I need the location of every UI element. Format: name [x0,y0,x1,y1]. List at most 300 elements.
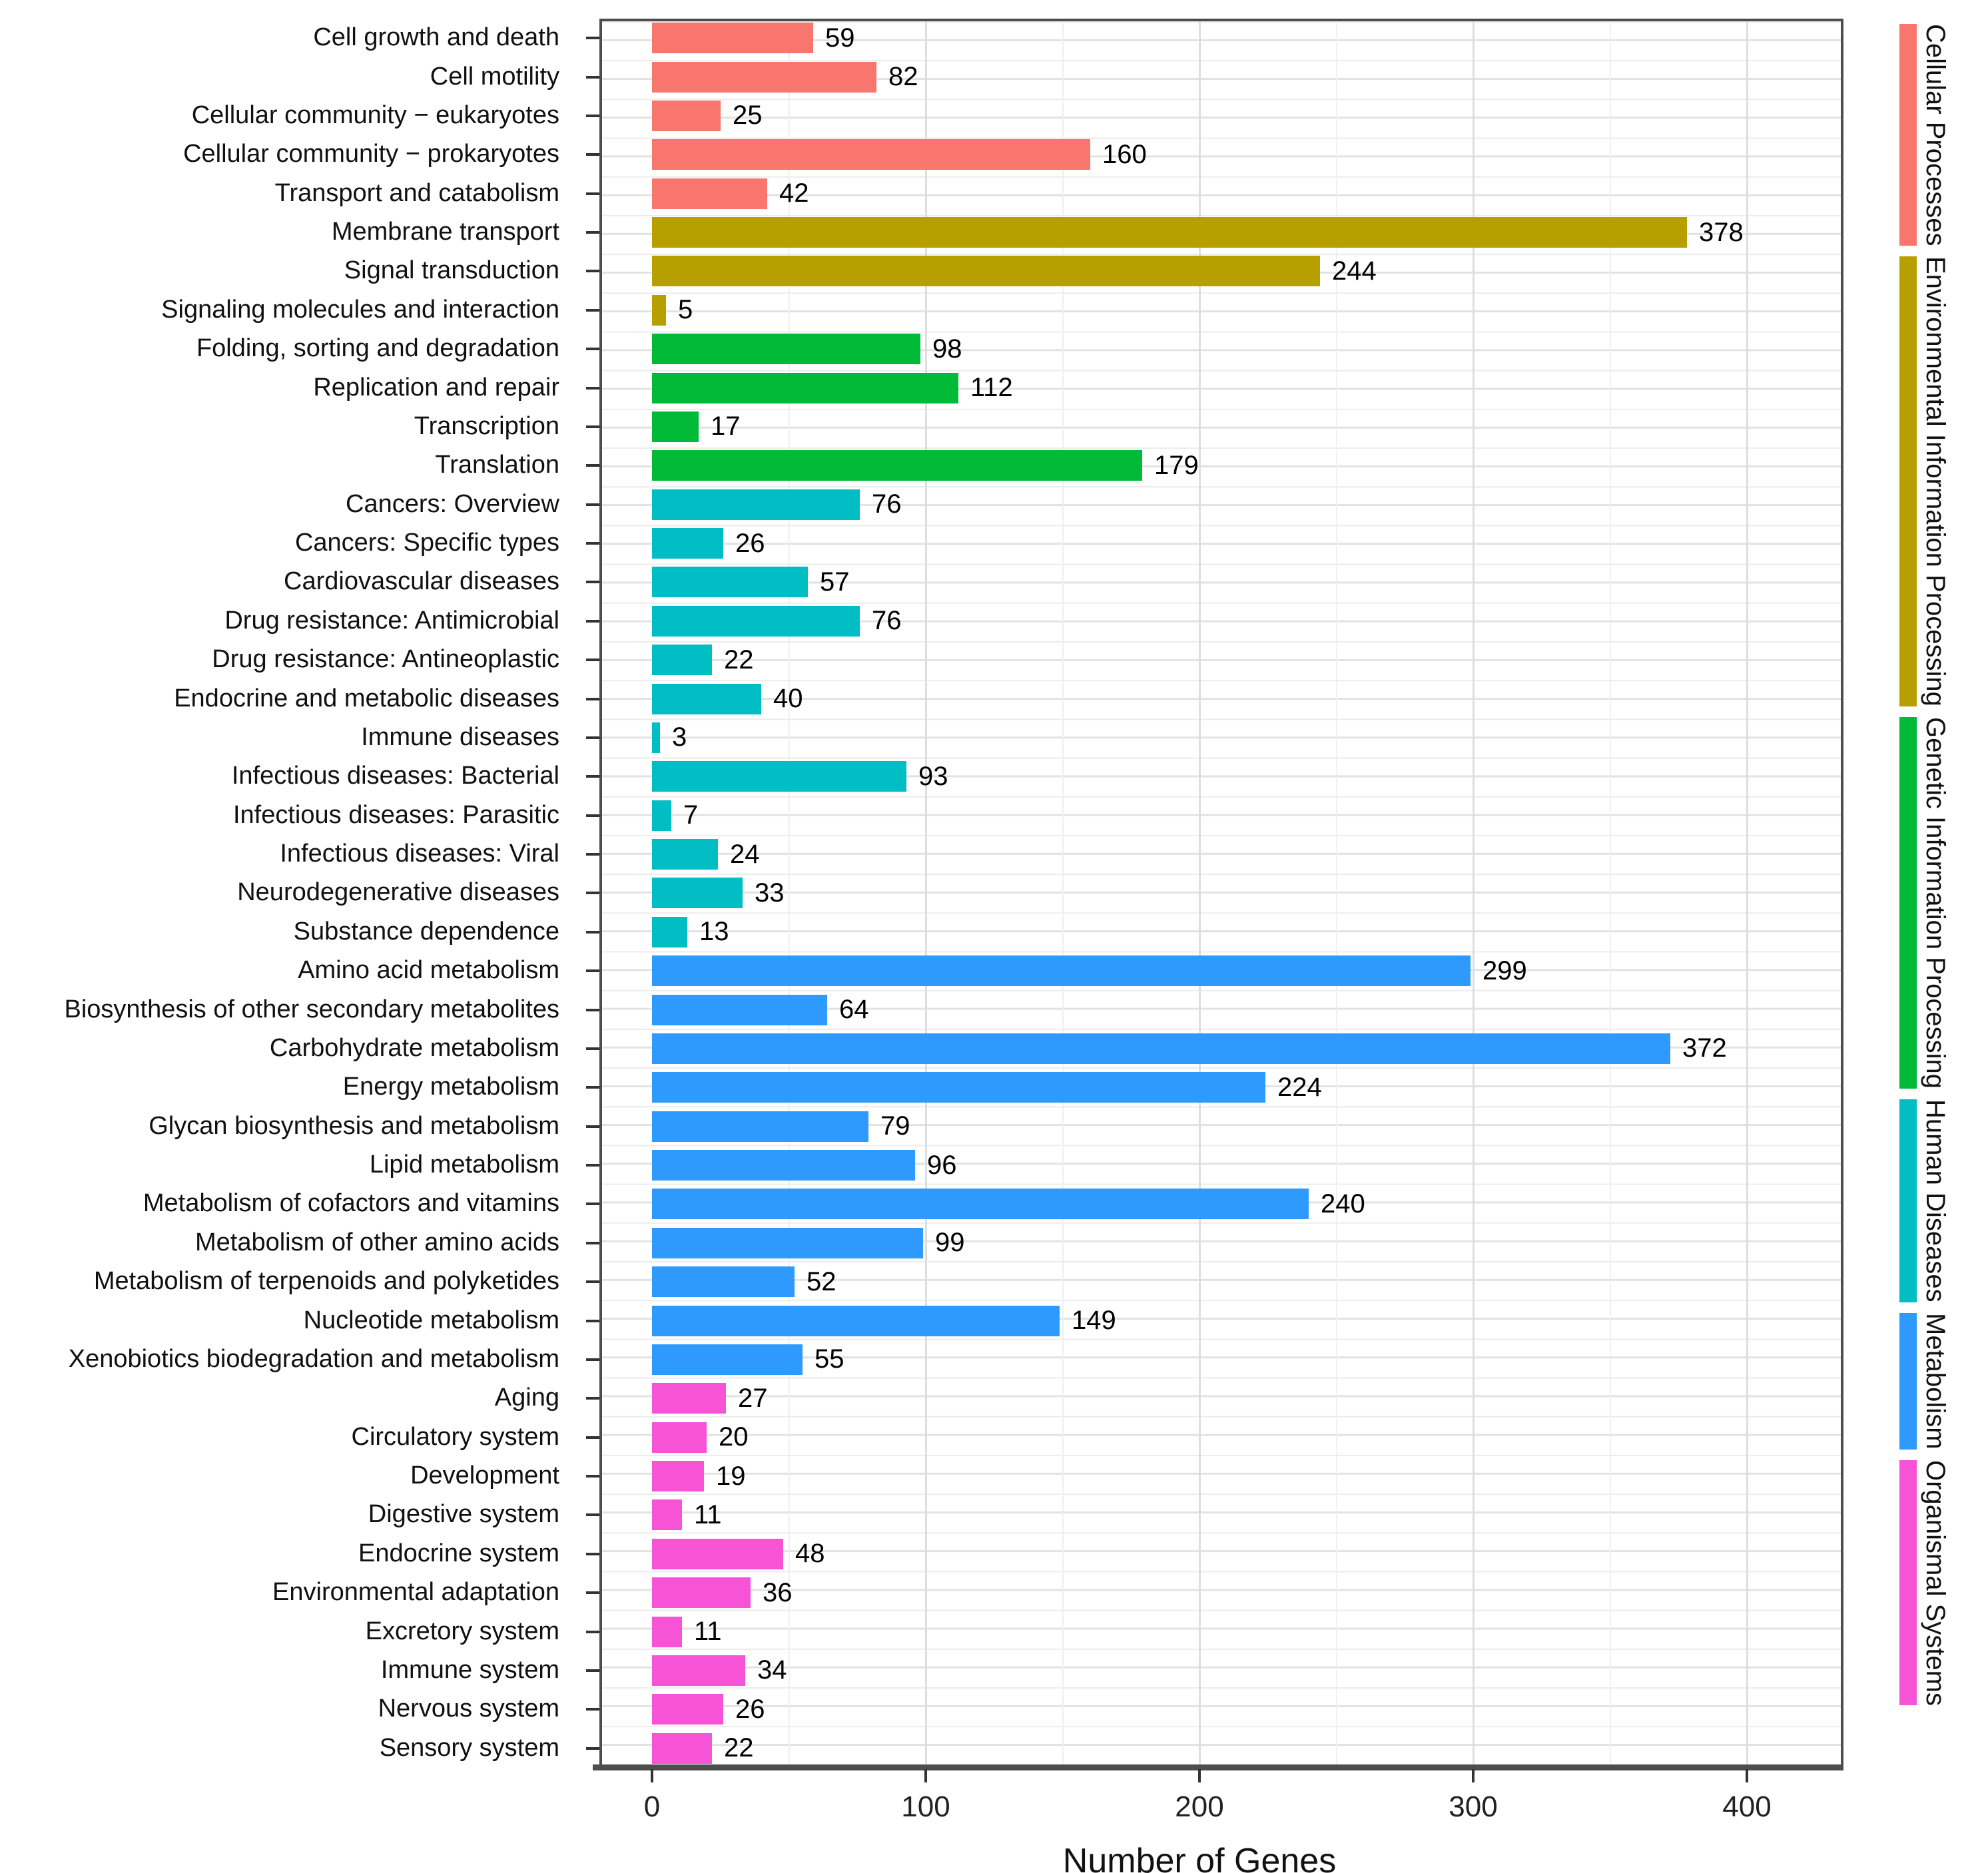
bar-zone [599,1573,1843,1612]
bar-value-label: 20 [719,1422,749,1452]
bar-development [652,1461,704,1491]
bar-zone [599,679,1843,718]
bar-zone [599,213,1843,252]
y-tick-mark [586,1553,599,1555]
x-tick-mark-0 [651,1769,653,1782]
bar-signal-transduction [652,256,1320,286]
bar-metabolism-of-other-amino-acids [652,1228,923,1258]
category-label: Environmental adaptation [272,1578,559,1607]
bar-zone [599,97,1843,135]
y-tick-zone [559,387,599,390]
x-tick-mark-200 [1198,1769,1201,1782]
bar-cellular-community-eukaryotes [652,101,721,131]
bar-value-label: 64 [839,995,869,1025]
bar-value-label: 26 [735,528,765,558]
bar-zone [599,913,1843,951]
bar-zone [599,446,1843,485]
legend-item-metabolism [1899,1313,1949,1450]
bar-zone [599,19,1843,57]
table-row [0,874,1843,912]
bar-zone [599,1068,1843,1107]
category-label: Endocrine and metabolic diseases [174,684,559,712]
category-label: Aging [494,1384,559,1412]
y-tick-zone [559,969,599,972]
category-label: Infectious diseases: Bacterial [231,762,559,790]
table-row [0,1690,1843,1729]
table-row [0,1535,1843,1573]
bar-value-label: 34 [757,1655,787,1685]
category-label: Cellular community − eukaryotes [191,101,559,129]
category-label: Nucleotide metabolism [303,1306,559,1334]
table-row [0,57,1843,96]
table-row [0,524,1843,563]
bar-value-label: 149 [1072,1306,1116,1336]
table-row [0,1224,1843,1262]
y-tick-zone [559,1086,599,1089]
bar-zone [599,368,1843,407]
table-row [0,1262,1843,1301]
legend-label: Environmental Information Processing [1921,256,1950,707]
legend-item-human-diseases [1899,1099,1949,1302]
table-row [0,291,1843,330]
category-label: Sensory system [379,1733,559,1762]
legend-color-swatch [1899,1313,1917,1450]
bar-value-label: 27 [738,1383,768,1413]
y-tick-zone [559,1475,599,1477]
bar-zone [599,1379,1843,1418]
bar-value-label: 82 [888,62,918,92]
y-tick-zone [559,192,599,195]
y-tick-zone [559,1747,599,1750]
y-tick-mark [586,659,599,661]
bar-drug-resistance-antineoplastic [652,645,712,675]
bar-value-label: 112 [970,373,1013,403]
bar-cardiovascular-diseases [652,567,808,597]
table-row [0,1379,1843,1418]
bar-zone [599,796,1843,835]
bar-value-label: 24 [730,839,760,869]
bar-value-label: 244 [1332,256,1377,286]
bar-zone [599,485,1843,524]
bar-zone [599,757,1843,796]
y-tick-zone [559,1203,599,1205]
y-tick-mark [586,1358,599,1361]
y-tick-zone [559,814,599,817]
table-row [0,1729,1843,1768]
category-label: Glycan biosynthesis and metabolism [149,1111,559,1140]
y-tick-zone [559,1669,599,1672]
bar-cancers-specific-types [652,528,723,559]
table-row [0,602,1843,641]
y-tick-mark [586,425,599,428]
table-row [0,913,1843,951]
table-row [0,1457,1843,1495]
bar-value-label: 3 [672,722,687,752]
y-tick-mark [586,1086,599,1089]
legend-color-swatch [1899,256,1917,706]
y-tick-mark [586,698,599,700]
y-tick-mark [586,464,599,467]
y-tick-zone [559,1125,599,1128]
bar-translation [652,450,1142,481]
table-row [0,1612,1843,1651]
category-label: Energy metabolism [342,1073,559,1101]
y-tick-zone [559,76,599,79]
bar-value-label: 42 [779,178,809,208]
category-label: Transport and catabolism [274,178,559,207]
y-tick-zone [559,853,599,856]
table-row [0,1146,1843,1185]
table-row [0,990,1843,1029]
bar-zone [599,1457,1843,1495]
y-tick-zone [559,270,599,272]
bar-zone [599,1029,1843,1068]
bar-value-label: 11 [694,1617,722,1647]
table-row [0,407,1843,446]
y-tick-mark [586,1436,599,1439]
y-tick-mark [586,1009,599,1011]
bar-metabolism-of-terpenoids-and-polyketides [652,1266,795,1297]
legend-color-swatch [1899,1460,1917,1706]
bar-value-label: 25 [733,101,763,131]
y-tick-zone [559,1631,599,1633]
bar-biosynthesis-of-other-secondary-metabolites [652,995,827,1025]
table-row [0,835,1843,874]
bar-zone [599,252,1843,290]
x-tick-mark-100 [924,1769,927,1782]
category-label: Folding, sorting and degradation [196,334,559,363]
bar-value-label: 79 [880,1111,910,1141]
category-label: Immune diseases [361,722,559,751]
y-tick-mark [586,969,599,972]
bar-endocrine-system [652,1539,783,1569]
bar-value-label: 36 [763,1577,793,1607]
y-tick-zone [559,1436,599,1439]
bar-value-label: 372 [1682,1033,1727,1063]
legend-label: Metabolism [1921,1312,1950,1450]
y-tick-zone [559,581,599,583]
table-row [0,563,1843,601]
bar-carbohydrate-metabolism [652,1033,1670,1064]
y-tick-zone [559,1591,599,1594]
category-label: Replication and repair [313,373,559,401]
bar-zone [599,407,1843,446]
bar-nervous-system [652,1694,723,1725]
bar-zone [599,563,1843,601]
bar-zone [599,524,1843,563]
y-tick-mark [586,387,599,390]
table-row [0,641,1843,679]
group-legend [1899,24,1949,1705]
y-tick-zone [559,348,599,350]
category-label: Cell growth and death [313,23,559,52]
x-axis-title: Number of Genes [1062,1842,1337,1873]
category-label: Membrane transport [331,218,559,246]
y-tick-mark [586,270,599,272]
category-label: Lipid metabolism [369,1151,559,1179]
legend-item-cellular-processes [1899,24,1949,246]
bar-zone [599,602,1843,641]
bar-xenobiotics-biodegradation-and-metabolism [652,1344,803,1375]
table-row [0,19,1843,57]
category-label: Infectious diseases: Viral [280,840,559,868]
bar-infectious-diseases-viral [652,839,718,870]
category-label: Nervous system [378,1695,559,1723]
y-tick-mark [586,1475,599,1477]
table-row [0,485,1843,524]
x-tick-mark-300 [1472,1769,1475,1782]
bar-immune-diseases [652,722,660,753]
category-label: Transcription [414,411,559,440]
y-tick-zone [559,309,599,312]
table-row [0,213,1843,252]
legend-label: Cellular Processes [1921,24,1950,246]
category-label: Endocrine system [358,1539,559,1567]
table-row [0,135,1843,174]
bar-value-label: 33 [755,878,785,908]
x-tick-label-0: 0 [643,1790,661,1823]
y-tick-mark [586,1203,599,1205]
category-label: Substance dependence [293,917,559,945]
bar-zone [599,1340,1843,1379]
y-tick-zone [559,1553,599,1555]
bar-value-label: 378 [1699,217,1744,247]
bar-zone [599,1690,1843,1729]
y-tick-zone [559,659,599,661]
category-label: Development [410,1462,559,1490]
bar-value-label: 299 [1483,955,1527,985]
bar-transcription [652,411,699,442]
bar-zone [599,1495,1843,1534]
bar-lipid-metabolism [652,1150,915,1181]
y-tick-mark [586,1747,599,1750]
bar-zone [599,1146,1843,1185]
bar-zone [599,835,1843,874]
category-label: Metabolism of terpenoids and polyketides [93,1267,559,1296]
category-label: Cardiovascular diseases [284,567,559,596]
y-tick-mark [586,1631,599,1633]
bar-value-label: 13 [699,917,729,947]
bar-metabolism-of-cofactors-and-vitamins [652,1189,1309,1219]
y-tick-mark [586,1164,599,1167]
table-row [0,951,1843,990]
bar-zone [599,1224,1843,1262]
y-tick-mark [586,503,599,506]
bar-value-label: 98 [932,334,962,364]
table-row [0,1340,1843,1379]
bar-signaling-molecules-and-interaction [652,295,666,326]
y-tick-mark [586,76,599,79]
y-tick-zone [559,115,599,117]
y-tick-mark [586,1513,599,1516]
bar-value-label: 52 [807,1266,836,1296]
bar-value-label: 17 [711,411,741,441]
bar-zone [599,1185,1843,1223]
table-row [0,1107,1843,1146]
y-tick-zone [559,153,599,156]
y-tick-zone [559,892,599,894]
y-tick-mark [586,1397,599,1400]
table-row [0,174,1843,213]
bar-amino-acid-metabolism [652,955,1471,986]
y-tick-zone [559,775,599,778]
bar-infectious-diseases-parasitic [652,800,671,831]
bar-value-label: 19 [716,1461,746,1491]
y-tick-mark [586,814,599,817]
bar-zone [599,1535,1843,1573]
y-tick-zone [559,736,599,739]
y-tick-zone [559,503,599,506]
bar-glycan-biosynthesis-and-metabolism [652,1111,868,1142]
category-label: Neurodegenerative diseases [237,878,559,907]
table-row [0,97,1843,135]
legend-label: Genetic Information Processing [1921,717,1950,1089]
bar-zone [599,1301,1843,1340]
y-tick-zone [559,1009,599,1011]
table-row [0,252,1843,290]
y-tick-mark [586,581,599,583]
bar-zone [599,641,1843,679]
legend-item-environmental-information-processing [1899,256,1949,706]
x-tick-mark-400 [1746,1769,1748,1782]
y-tick-mark [586,775,599,778]
legend-color-swatch [1899,24,1917,246]
y-tick-zone [559,231,599,234]
bar-zone [599,1612,1843,1651]
bar-value-label: 11 [694,1499,722,1529]
table-row [0,1185,1843,1223]
category-label: Amino acid metabolism [298,956,559,985]
y-tick-mark [586,1708,599,1711]
bar-zone [599,718,1843,757]
category-label: Signal transduction [344,256,559,285]
bar-neurodegenerative-diseases [652,878,743,908]
category-label: Cancers: Specific types [294,529,559,557]
bar-value-label: 240 [1321,1189,1365,1218]
table-row [0,1495,1843,1534]
category-label: Cancers: Overview [346,489,559,518]
table-row [0,446,1843,485]
y-tick-mark [586,892,599,894]
category-label: Cell motility [430,62,559,91]
y-tick-zone [559,1242,599,1244]
x-tick-label-200: 200 [1175,1790,1224,1823]
y-tick-mark [586,153,599,156]
x-tick-label-300: 300 [1449,1790,1498,1823]
bar-excretory-system [652,1617,682,1647]
table-row [0,1301,1843,1340]
table-row [0,679,1843,718]
bar-value-label: 179 [1154,450,1199,480]
category-label: Excretory system [365,1617,559,1645]
bar-zone [599,1729,1843,1768]
bar-transport-and-catabolism [652,178,767,209]
y-tick-zone [559,1280,599,1283]
legend-color-swatch [1899,717,1917,1089]
bar-zone [599,990,1843,1029]
bar-zone [599,330,1843,368]
category-label: Signaling molecules and interaction [161,295,559,324]
category-label: Translation [435,451,559,479]
table-row [0,1029,1843,1068]
y-tick-mark [586,37,599,39]
legend-color-swatch [1899,1099,1917,1302]
bar-zone [599,1651,1843,1690]
y-tick-mark [586,348,599,350]
bar-zone [599,135,1843,174]
y-tick-mark [586,1669,599,1672]
bar-zone [599,1418,1843,1457]
y-tick-mark [586,115,599,117]
bar-zone [599,1262,1843,1301]
bar-value-label: 26 [735,1694,765,1724]
table-row [0,1651,1843,1690]
table-row [0,718,1843,757]
y-tick-mark [586,1047,599,1050]
bar-cell-motility [652,62,876,93]
y-tick-zone [559,1164,599,1167]
y-tick-mark [586,736,599,739]
bar-zone [599,291,1843,330]
bar-value-label: 93 [918,761,948,791]
y-tick-zone [559,698,599,700]
y-tick-zone [559,1397,599,1400]
bar-drug-resistance-antimicrobial [652,606,860,637]
bar-value-label: 96 [927,1150,957,1180]
bar-zone [599,1107,1843,1146]
bar-membrane-transport [652,217,1687,248]
bar-value-label: 22 [724,1733,754,1763]
y-tick-zone [559,1047,599,1050]
y-tick-mark [586,1125,599,1128]
bar-value-label: 160 [1102,139,1147,169]
y-tick-zone [559,1358,599,1361]
category-label: Metabolism of cofactors and vitamins [143,1189,559,1218]
bar-energy-metabolism [652,1072,1265,1103]
bar-value-label: 7 [683,800,699,830]
x-axis-line [593,1764,1843,1770]
bar-zone [599,874,1843,912]
y-tick-mark [586,1242,599,1244]
bar-infectious-diseases-bacterial [652,761,906,792]
y-tick-zone [559,620,599,623]
y-tick-mark [586,231,599,234]
category-label: Cellular community − prokaryotes [183,140,559,168]
y-tick-zone [559,37,599,39]
table-row [0,1573,1843,1612]
y-tick-mark [586,309,599,312]
y-tick-mark [586,542,599,545]
bar-circulatory-system [652,1422,707,1453]
bar-sensory-system [652,1733,712,1764]
table-row [0,1068,1843,1107]
bar-value-label: 59 [825,23,855,53]
legend-item-organismal-systems [1899,1460,1949,1706]
bar-replication-and-repair [652,373,958,403]
bar-cellular-community-prokaryotes [652,139,1090,170]
bar-endocrine-and-metabolic-diseases [652,684,761,714]
category-label: Drug resistance: Antimicrobial [224,606,559,635]
y-tick-zone [559,931,599,934]
legend-item-genetic-information-processing [1899,717,1949,1089]
x-tick-label-400: 400 [1722,1790,1772,1823]
bar-value-label: 99 [935,1228,965,1258]
bar-value-label: 22 [724,645,754,674]
bar-value-label: 48 [795,1539,825,1569]
bar-value-label: 5 [678,295,693,325]
bar-value-label: 57 [820,567,850,597]
bar-immune-system [652,1655,745,1686]
